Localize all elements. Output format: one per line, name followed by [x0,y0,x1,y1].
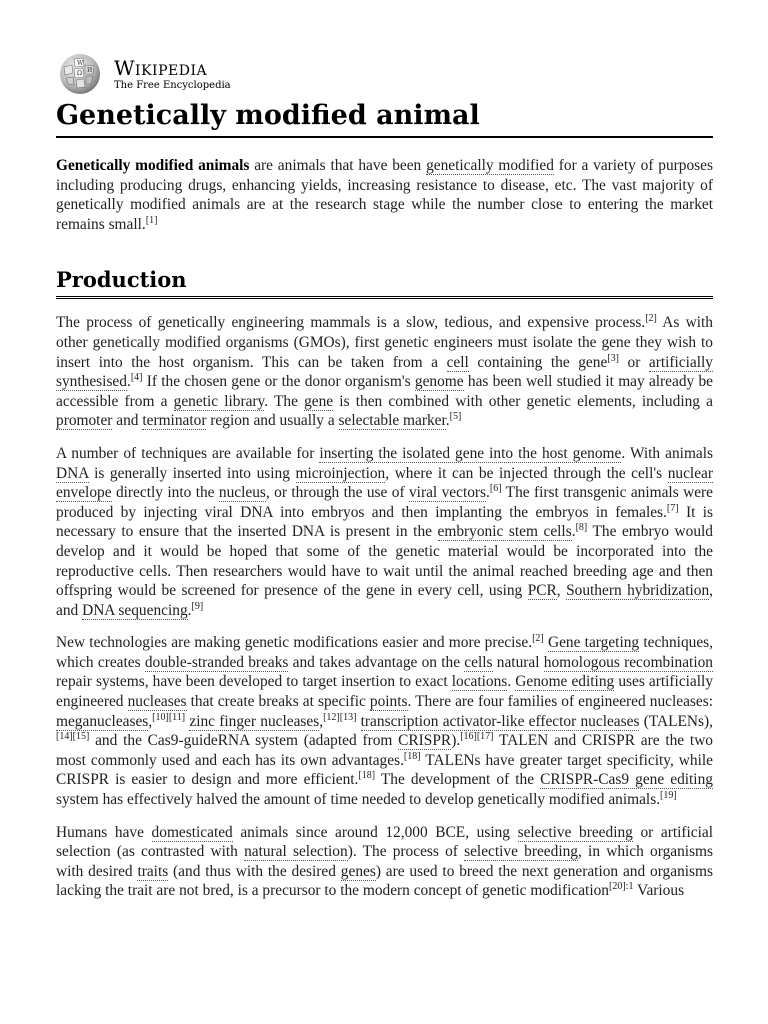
text: and the Cas9-guideRNA system (adapted from [89,732,399,750]
text: , where it can be injected through the cell's [385,464,668,482]
text: . [571,523,576,541]
link-genome[interactable]: genome [414,373,464,391]
text: directly into the [111,484,219,502]
text: that create breaks at specific [186,693,370,711]
link-viral-vectors[interactable]: viral vectors [408,484,487,502]
text: natural [492,653,544,671]
link-natural-selection[interactable]: natural selection [244,843,348,861]
link-microinjection[interactable]: microinjection [295,464,386,482]
link-promoter[interactable]: promoter [56,412,113,430]
link-cell[interactable]: cell [446,353,469,371]
text: ). The process of [347,843,465,861]
link-cells[interactable]: cells [464,653,493,671]
ref-link[interactable]: [2] [532,633,544,645]
link-selectable-marker[interactable]: selectable marker [338,412,446,430]
text: Various [633,882,685,900]
link-points[interactable]: points [369,693,408,711]
ref-link[interactable]: [10][11] [152,711,186,723]
link-nucleus[interactable]: nucleus [218,484,266,502]
link-genes[interactable]: genes [340,862,376,880]
ref-link[interactable]: [12][13] [323,711,357,723]
ref-link[interactable]: [7] [666,502,679,514]
link-gene-targeting[interactable]: Gene targeting [547,634,640,652]
ref-link[interactable]: [1] [145,214,158,226]
article-body [56,156,713,914]
link-embryonic-stem-cells[interactable]: embryonic stem cells [437,523,572,541]
text: region and usually a [206,412,339,430]
text: TALENs have greater target specificity, while CRISPR is easier to design and more efficient. [56,751,713,789]
text: or [618,353,649,371]
text: , [148,712,153,730]
paragraph-1 [56,313,713,431]
text: or artificial selection (as contrasted with [56,823,714,861]
svg-text:Ω: Ω [77,70,82,77]
text: is generally inserted into using [88,464,296,482]
intro-paragraph [56,156,713,234]
paragraph-2 [56,444,713,620]
link-southern-hybridization[interactable]: Southern hybridization [566,582,710,600]
link-homologous-recombination[interactable]: homologous recombination [543,653,713,671]
text: has been well studied it may already be accessible from a [56,373,714,410]
text: The first transgenic animals were produced by injecting viral DNA into embryos and then implanting the embryos in females. [56,484,713,521]
wikipedia-wordmark[interactable]: Wikipedia [114,56,208,80]
ref-link[interactable]: [18] [403,750,421,762]
paragraph-3 [56,633,713,809]
bold-term: Genetically modified animals [56,157,250,174]
link-artificially-synthesised[interactable]: artificially synthesised [56,353,713,391]
text: . [126,373,131,391]
text: (and thus with the desired [168,862,341,880]
text: , or through the use of [265,484,409,502]
text: system has effectively halved the amount of time needed to develop genetically modified animals. [56,791,661,809]
link-crispr[interactable]: CRISPR [398,732,452,750]
link-gene[interactable]: gene [304,392,334,410]
link-meganucleases[interactable]: meganucleases [56,712,149,730]
text: , [556,582,567,600]
link-genetic-library[interactable]: genetic library [173,392,265,410]
text: . The [264,392,305,410]
link-crispr-cas9[interactable]: CRISPR-Cas9 gene editing [540,771,713,789]
wikipedia-tagline: The Free Encyclopedia [114,80,231,91]
link-pcr[interactable]: PCR [527,582,557,600]
ref-link[interactable]: [14][15] [56,731,90,743]
text: , [319,712,324,730]
link-terminator[interactable]: terminator [142,412,207,430]
text: . [486,484,490,502]
text: , and [56,582,714,619]
wikipedia-globe-icon [56,53,104,95]
text: TALEN and CRISPR are the two most commonly used and each has its own advantages. [56,732,713,769]
link-selective-breeding[interactable]: selective breeding [517,823,633,841]
text: A number of techniques are available for [56,444,320,462]
text: . [507,673,516,691]
link-traits[interactable]: traits [137,862,169,880]
text: The process of genetically engineering mammals is a slow, tedious, and expensive process. [56,314,646,332]
text: and [112,412,143,430]
text: The development of the [375,771,541,789]
text: techniques, which creates [56,634,713,671]
link-inserting-gene[interactable]: inserting the isolated gene into the host genome [319,444,622,462]
text: uses artificially engineered [56,673,714,711]
link-genetically-modified[interactable]: genetically modified [426,157,554,174]
ref-link[interactable]: [5] [449,411,462,423]
link-zinc-finger-nucleases[interactable]: zinc finger nucleases [189,712,320,730]
text: New technologies are making genetic modifications easier and more precise. [56,634,533,652]
text: ). [451,732,461,750]
page-title: Genetically modified animal [56,96,713,138]
ref-link[interactable]: [4] [130,372,143,384]
text: animals since around 12,000 BCE, using [232,823,518,841]
ref-link[interactable]: [9] [191,600,204,612]
ref-link[interactable]: [19] [660,789,677,801]
ref-link[interactable]: [16][17] [460,731,494,743]
text: If the chosen gene or the donor organism's [142,373,415,391]
link-nuclear-envelope[interactable]: nuclear envelope [56,464,713,502]
link-locations[interactable]: locations [451,673,508,691]
link-selective-breeding-2[interactable]: selective breeding [464,843,578,861]
ref-link[interactable]: [6] [489,483,502,494]
link-double-stranded-breaks[interactable]: double-stranded breaks [144,653,289,671]
text: is then combined with other genetic elements, including a [333,392,713,410]
wikipedia-header[interactable] [56,53,356,95]
link-domesticated[interactable]: domesticated [151,823,233,841]
ref-link[interactable]: [18] [358,770,376,782]
text: ) are used to breed the next generation and organisms lacking the trait are not bred, is a precursor to the modern concept of genetic modification [56,862,713,900]
link-nucleases[interactable]: nucleases [127,693,187,711]
text: containing the gene [468,353,608,371]
svg-text:W: W [77,60,84,67]
link-genome-editing[interactable]: Genome editing [515,673,615,691]
text: . There are four families of engineered nucleases: [407,693,713,711]
text: The embryo would develop and it would be hoped that some of the genetic material would be incorporated into the reproductive cells. Then researchers would have to wait until the animal reached breeding age and then offspring would be screened for presence of the gene in every cell, using [56,523,714,600]
ref-link[interactable]: [20]:1 [609,881,634,893]
paragraph-4 [56,823,713,901]
text: . With animals [621,444,714,462]
text: As with other genetically modified organisms (GMOs), first genetic engineers must isolate the gene they wish to insert into the host organism. This can be taken from a [56,314,714,371]
text: Humans have [56,823,152,841]
ref-link[interactable]: [8] [575,522,588,534]
text: It is necessary to ensure that the inserted DNA is present in the [56,503,713,541]
section-heading-production: Production [56,266,713,299]
ref-link[interactable]: [3] [607,352,619,364]
text: for a variety of purposes including producing drugs, enhancing yields, increasing resistance to disease, etc. The vast majority of genetically modified animals are at the research stage while the number close to entering the market remains small. [56,157,713,233]
text: (TALENs), [639,712,713,730]
ref-link[interactable]: [2] [645,313,657,325]
text: , in which organisms with desired [56,843,714,880]
text: are animals that have been [249,157,427,174]
text: repair systems, have been developed to target insertion to exact [56,673,452,691]
text: . [445,412,450,430]
link-talen[interactable]: transcription activator-like effector nucleases [360,712,640,730]
svg-text:И: И [87,67,93,74]
text: and takes advantage on the [288,653,465,671]
text: . [187,601,192,619]
link-dna[interactable]: DNA [56,464,89,482]
link-dna-sequencing[interactable]: DNA sequencing [82,601,188,619]
